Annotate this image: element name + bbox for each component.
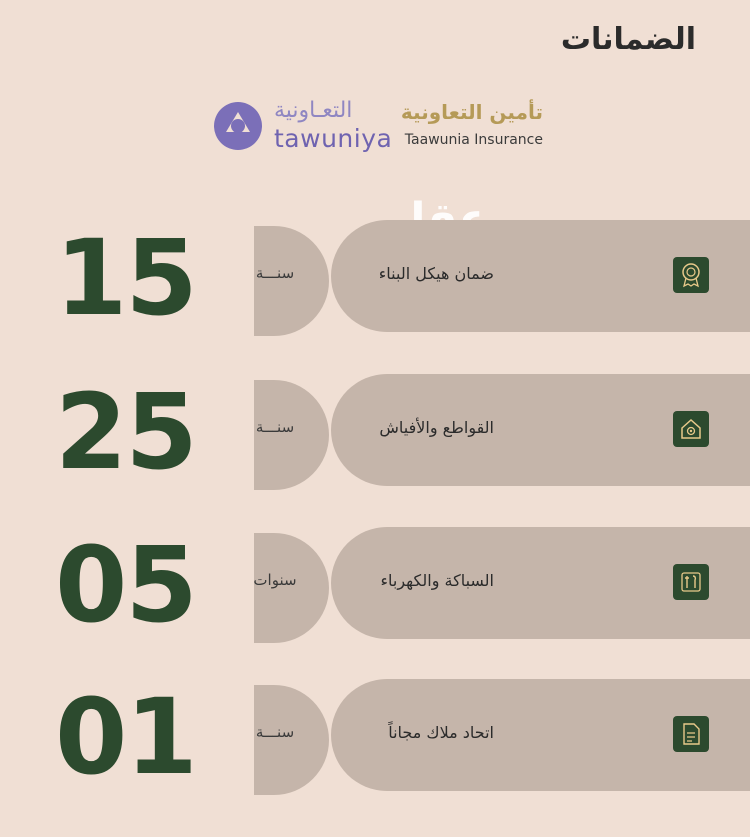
taawunia-logo-english: Taawunia Insurance bbox=[404, 132, 543, 148]
warranty-row bbox=[0, 371, 750, 493]
tawuniya-logo-english: tawuniya bbox=[274, 124, 393, 153]
warranty-label: القواطع والأفياش bbox=[379, 418, 494, 437]
certificate-badge-icon bbox=[673, 257, 709, 293]
warranty-unit: سنـــة bbox=[255, 418, 295, 436]
warranty-label: السباكة والكهرباء bbox=[380, 571, 494, 590]
warranty-unit: سنوات bbox=[253, 571, 297, 589]
tawuniya-mark-icon bbox=[212, 100, 264, 152]
warranty-row bbox=[0, 217, 750, 339]
warranty-label: ضمان هيكل البناء bbox=[378, 264, 494, 283]
warranty-row bbox=[0, 676, 750, 798]
taawunia-logo-arabic: تأمين التعاونية bbox=[400, 100, 543, 124]
tools-icon bbox=[673, 564, 709, 600]
taawunia-insurance-logo bbox=[400, 100, 543, 152]
warranty-years: 01 bbox=[55, 676, 196, 798]
tawuniya-logo bbox=[212, 98, 392, 158]
warranty-years: 25 bbox=[55, 371, 196, 493]
warranty-row bbox=[0, 524, 750, 646]
warranty-years: 05 bbox=[55, 524, 196, 646]
house-gear-icon bbox=[673, 411, 709, 447]
tawuniya-logo-arabic: التعـاونية bbox=[274, 98, 353, 123]
document-icon bbox=[673, 716, 709, 752]
page-title: الضمانات bbox=[560, 22, 696, 57]
warranty-years: 15 bbox=[55, 217, 196, 339]
warranty-label: اتحاد ملاك مجاناً bbox=[388, 723, 494, 742]
warranty-unit: سنـــة bbox=[255, 264, 295, 282]
warranty-unit: سنـــة bbox=[255, 723, 295, 741]
